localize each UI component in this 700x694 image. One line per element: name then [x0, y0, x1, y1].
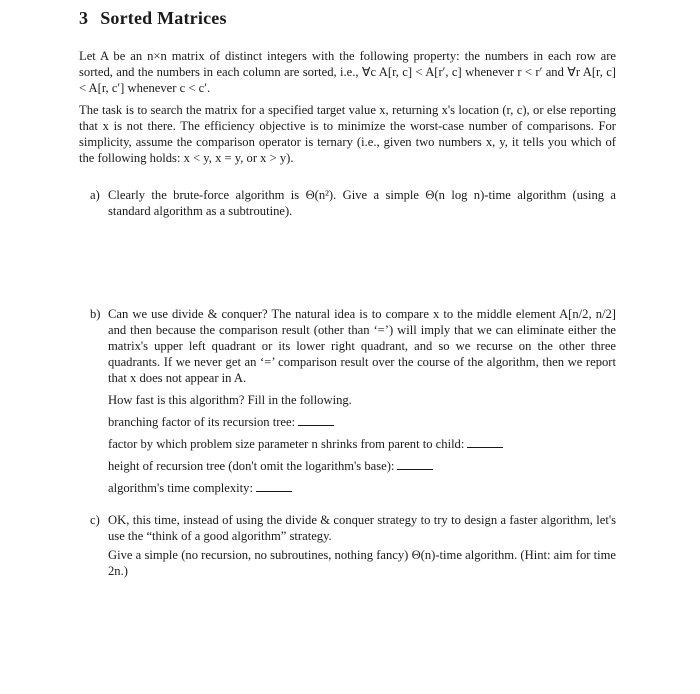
fill-tree-height-label: height of recursion tree (don't omit the logarithm's base):	[108, 459, 395, 473]
answer-blank-shrink-factor[interactable]	[467, 436, 503, 448]
answer-blank-tree-height[interactable]	[397, 458, 433, 470]
answer-blank-time-complexity[interactable]	[256, 480, 292, 492]
part-c-label: c)	[90, 513, 100, 527]
fill-branching-factor	[108, 414, 616, 430]
section-heading	[79, 8, 227, 29]
part-a-label: a)	[90, 188, 100, 202]
fill-tree-height	[108, 458, 616, 474]
section-title: Sorted Matrices	[100, 8, 227, 28]
fill-time-complexity-label: algorithm's time complexity:	[108, 481, 253, 495]
part-a	[90, 187, 616, 219]
answer-blank-branching-factor[interactable]	[298, 414, 334, 426]
part-b-text: Can we use divide & conquer? The natural idea is to compare x to the middle element A[n/2, n/2] and then because the comparison result (other than ‘=’) will imply that we can eliminate either the matrix's upper left quadrant or its lower right quadrant, and so we recurse on the other three quadrants. If we never get an ‘=’ comparison result over the course of the algorithm, then we report that x does not appear in A.	[108, 307, 616, 385]
part-b-label: b)	[90, 307, 101, 321]
fill-shrink-factor	[108, 436, 616, 452]
part-a-text: Clearly the brute-force algorithm is Θ(n²). Give a simple Θ(n log n)-time algorithm (using a standard algorithm as a subtroutine).	[108, 188, 616, 218]
part-b	[90, 306, 616, 496]
part-c-text: OK, this time, instead of using the divide & conquer strategy to try to design a faster algorithm, let's use the “think of a good algorithm” strategy.	[108, 513, 616, 543]
fill-time-complexity	[108, 480, 616, 496]
part-c-text-2: Give a simple (no recursion, no subroutines, nothing fancy) Θ(n)-time algorithm. (Hint: aim for time 2n.)	[108, 548, 616, 578]
section-number: 3	[79, 8, 89, 28]
fill-shrink-factor-label: factor by which problem size parameter n shrinks from parent to child:	[108, 437, 465, 451]
intro-paragraph-2: The task is to search the matrix for a specified target value x, returning x's location (r, c), or else reporting that x is not there. The efficiency objective is to minimize the worst-case number of comparisons. For simplicity, assume the comparison operator is ternary (i.e., given two numbers x, y, it tells you which of the following holds: x < y, x = y, or x > y).	[79, 103, 616, 165]
fill-branching-factor-label: branching factor of its recursion tree:	[108, 415, 296, 429]
part-c	[90, 512, 616, 579]
part-b-question: How fast is this algorithm? Fill in the following.	[108, 393, 352, 407]
intro-paragraph-1: Let A be an n×n matrix of distinct integers with the following property: the numbers in each row are sorted, and the numbers in each column are sorted, i.e., ∀c A[r, c] < A[r′, c] whenever r < r′ and ∀r A[r, c] < A[r, c′] whenever c < c′.	[79, 49, 616, 95]
